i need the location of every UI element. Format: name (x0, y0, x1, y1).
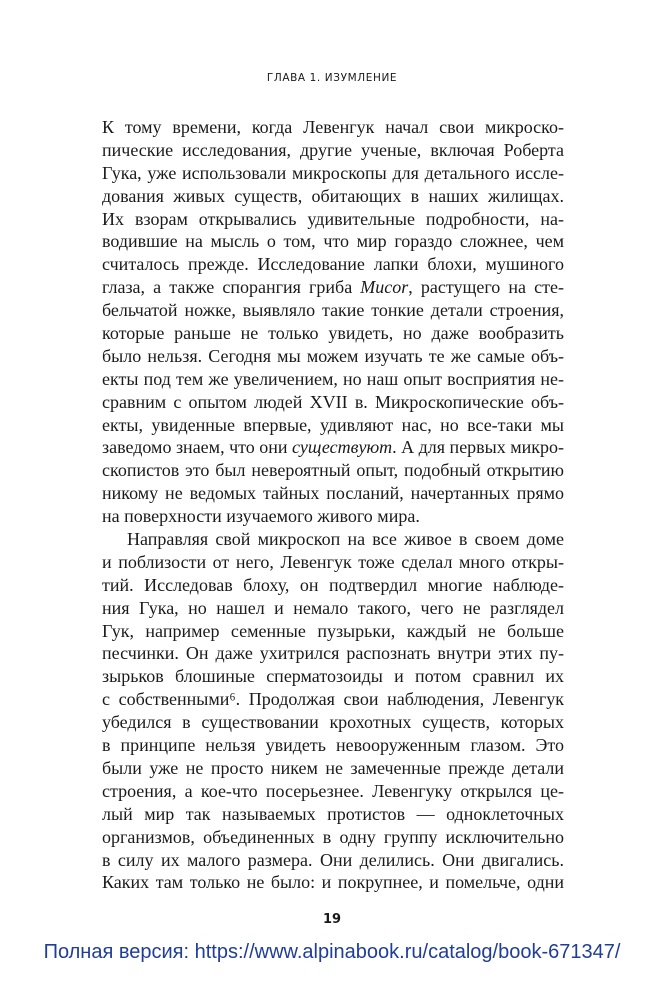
text-line: скопистов это был невероятный опыт, подобный открытию (102, 460, 564, 481)
text-line: строения, а кое-что посерьезнее. Левенгуку открылся це- (102, 780, 564, 801)
text-line: дования живых существ, обитающих в наших жилищах. (102, 185, 564, 206)
full-version-link[interactable]: Полная версия: https://www.alpinabook.ru/catalog/book-671347/ (43, 941, 621, 963)
text-line: считалось прежде. Исследование лапки блохи, мушиного (102, 254, 564, 275)
text-line: водившие на мысль о том, что мир гораздо сложнее, чем (102, 231, 564, 252)
text-line: Гук, например семенные пузырьки, каждый не больше (102, 620, 564, 641)
text-line: песчинки. Он даже ухитрился распознать внутри этих пу- (102, 643, 564, 664)
text-line: Каких там только не было: и покрупнее, и помельче, одни (102, 872, 564, 893)
text-line: сравним с опытом людей XVII в. Микроскопические объ- (102, 391, 564, 412)
text-line: организмов, объединенных в одну группу исключительно (102, 826, 564, 847)
paragraph (102, 528, 564, 894)
text-line: ния Гука, но нашел и немало такого, чего не разглядел (102, 597, 564, 618)
text-line: в силу их малого размера. Они делились. Они двигались. (102, 849, 564, 870)
text-line: было нельзя. Сегодня мы можем изучать те же самые объ- (102, 345, 564, 366)
text-line: убедился в существовании крохотных существ, которых (102, 712, 564, 733)
text-line: К тому времени, когда Левенгук начал свои микроско- (102, 117, 564, 137)
paragraph (102, 116, 564, 528)
text-line: заведомо знаем, что они существуют. А для первых микро- (102, 437, 565, 458)
text-line: которые раньше не только увидеть, но даже вообразить (102, 323, 564, 344)
body-text (102, 116, 564, 894)
text-line: бельчатой ножке, выявляло такие тонкие детали строения, (102, 300, 564, 321)
text-line: и поблизости от него, Левенгук тоже сделал много откры- (102, 551, 564, 572)
text-line: глаза, а также спорангия гриба Mucor, растущего на сте- (102, 277, 564, 298)
text-line: лый мир так называемых протистов — одноклеточных (102, 803, 564, 824)
text-line: екты, увиденные впервые, удивляют нас, но все-таки мы (102, 414, 564, 435)
text-line: никому не ведомых тайных посланий, начертанных прямо (102, 483, 564, 504)
text-line: зырьков блошиные сперматозоиды и потом сравнил их (102, 666, 564, 687)
text-line: на поверхности изучаемого живого мира. (102, 506, 420, 527)
text-line: с собственными⁶. Продолжая свои наблюдения, Левенгук (102, 689, 564, 710)
text-line: пические исследования, другие ученые, включая Роберта (102, 139, 564, 160)
text-line: екты под тем же увеличением, но наш опыт восприятия не- (102, 368, 564, 389)
text-line: тий. Исследовав блоху, он подтвердил многие наблюде- (102, 574, 564, 595)
running-header: ГЛАВА 1. ИЗУМЛЕНИЕ (266, 72, 398, 84)
text-line: Их взорам открывались удивительные подробности, на- (102, 208, 564, 229)
text-line: Направляя свой микроскоп на все живое в своем доме (127, 529, 564, 550)
text-line: были уже не просто никем не замеченные прежде детали (102, 757, 564, 778)
text-line: Гука, уже использовали микроскопы для детального иссле- (102, 162, 564, 183)
page-number: 19 (322, 912, 342, 927)
text-line: в принципе нельзя увидеть невооруженным глазом. Это (102, 735, 564, 756)
